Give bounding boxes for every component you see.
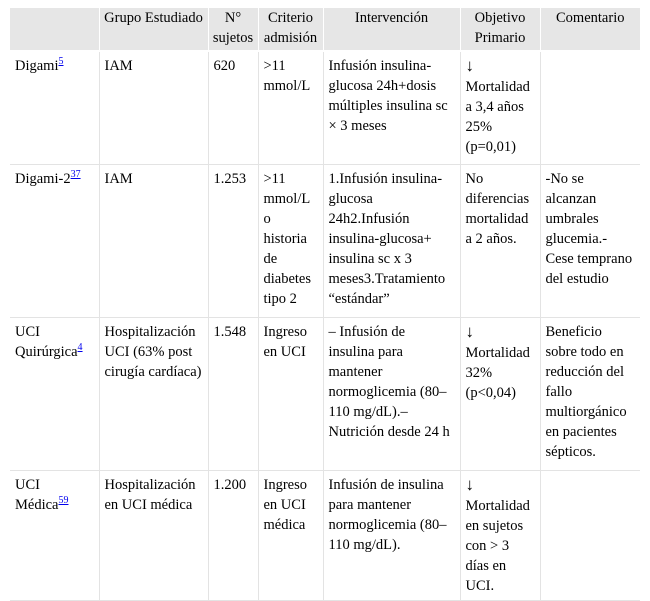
table-row (10, 51, 640, 165)
subjects-cell: 1.253 (208, 165, 258, 318)
intervention-cell: Infusión insulina-glucosa 24h+dosis múltiples insulina sc × 3 meses (323, 51, 460, 165)
table-row (10, 318, 640, 471)
comment-cell (540, 471, 640, 601)
table-row (10, 471, 640, 601)
study-table (10, 8, 640, 601)
reference-link[interactable]: 37 (70, 169, 81, 181)
criteria-cell: Ingreso en UCI médica (258, 471, 323, 601)
subjects-cell: 1.200 (208, 471, 258, 601)
objective-cell: No diferencias mortalidad a 2 años. (460, 165, 540, 318)
group-cell: Hospitalización UCI (63% post cirugía cardíaca) (99, 318, 208, 471)
intervention-cell: Infusión de insulina para mantener normoglicemia (80–110 mg/dL). (323, 471, 460, 601)
header-row (10, 8, 640, 51)
arrow-down-icon: ↓ (465, 475, 474, 494)
criteria-cell: >11 mmol/L o historia de diabetes tipo 2 (258, 165, 323, 318)
reference-link[interactable]: 59 (58, 495, 69, 507)
header-group: Grupo Estudiado (99, 8, 208, 51)
criteria-cell: Ingreso en UCI (258, 318, 323, 471)
objective-cell: ↓ Mortalidad 32% (p<0,04) (460, 318, 540, 471)
arrow-down-icon: ↓ (465, 56, 474, 75)
table-row (10, 165, 640, 318)
reference-link[interactable]: 5 (58, 56, 64, 68)
group-cell: Hospitalización en UCI médica (99, 471, 208, 601)
subjects-cell: 1.548 (208, 318, 258, 471)
group-cell: IAM (99, 165, 208, 318)
intervention-cell: – Infusión de insulina para mantener normoglicemia (80–110 mg/dL).– Nutrición desde 24 h (323, 318, 460, 471)
header-criteria: Criterio admisión (258, 8, 323, 51)
comment-cell: Beneficio sobre todo en reducción del fallo multiorgánico en pacientes sépticos. (540, 318, 640, 471)
study-name: Digami-2$^{37}$ (10, 165, 99, 318)
reference-link[interactable]: 4 (77, 342, 83, 354)
header-objective: Objetivo Primario (460, 8, 540, 51)
criteria-cell: >11 mmol/L (258, 51, 323, 165)
header-intervention: Intervención (323, 8, 460, 51)
arrow-down-icon: ↓ (465, 322, 474, 341)
group-cell: IAM (99, 51, 208, 165)
study-name: UCI Quirúrgica$^4$ (10, 318, 99, 471)
study-name: Digami$^5$ (10, 51, 99, 165)
comment-cell: -No se alcanzan umbrales glucemia.-Cese temprano del estudio (540, 165, 640, 318)
study-name: UCI Médica$^{59}$ (10, 471, 99, 601)
intervention-cell: 1.Infusión insulina-glucosa 24h2.Infusión insulina-glucosa+ insulina sc x 3 meses3.Tratamiento “estándar” (323, 165, 460, 318)
header-study (10, 8, 99, 51)
objective-cell: ↓ Mortalidad a 3,4 años 25% (p=0,01) (460, 51, 540, 165)
objective-cell: ↓ Mortalidad en sujetos con > 3 días en UCI. (460, 471, 540, 601)
header-comment: Comentario (540, 8, 640, 51)
comment-cell (540, 51, 640, 165)
header-subjects: N° sujetos (208, 8, 258, 51)
subjects-cell: 620 (208, 51, 258, 165)
